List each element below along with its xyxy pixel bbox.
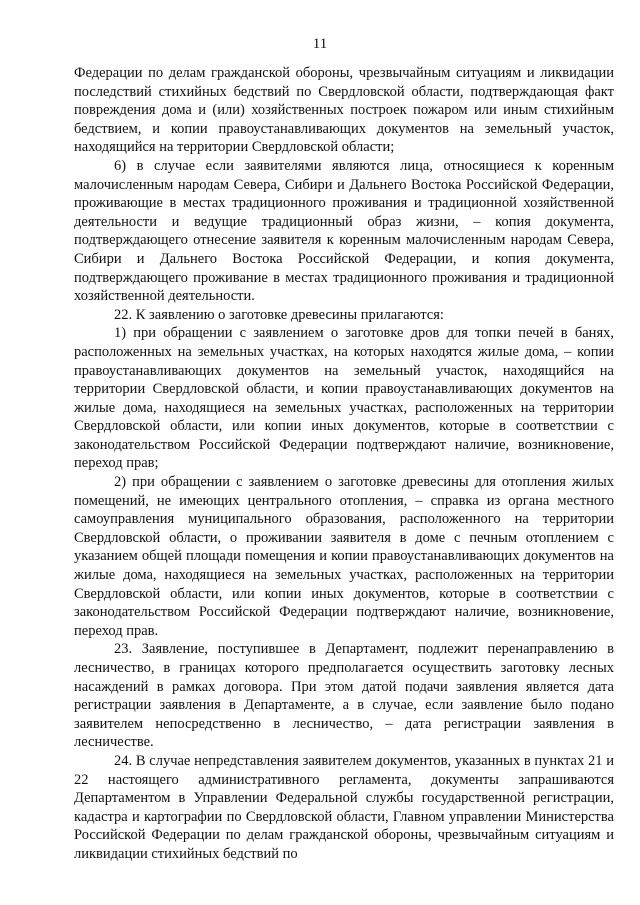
paragraph-section-22: 22. К заявлению о заготовке древесины прилагаются: — [114, 306, 444, 323]
paragraph-section-22-item-1: 1) при обращении с заявлением о заготовке дров для топки печей в банях, расположенных на земельных участках, на которых находятся жилые дома, – копии правоустанавливающих документов на земельный участок, находящийся на территории Свердловской области, и копии правоустанавливающих документов на жилые дома, находящиеся на земельных участках, расположенных на территории Свердловской области, или копии иных документов, которые в соответствии с законодательством Российской Федерации подтверждают наличие, возникновение, переход прав; — [74, 325, 614, 472]
paragraph-item-6: 6) в случае если заявителями являются лица, относящиеся к коренным малочисленным народам Севера, Сибири и Дальнего Востока Российской Федерации, проживающие в местах традиционного проживания и традиционной хозяйственной деятельности и ведущие традиционный образ жизни, – копия документа, подтверждающего отнесение заявителя к коренным малочисленным народам Севера, Сибири и Дальнего Востока Российской Федерации, и копия документа, подтверждающего проживание в местах традиционного проживания и традиционной хозяйственной деятельности. — [74, 157, 614, 305]
paragraph-section-22-item-2: 2) при обращении с заявлением о заготовке древесины для отопления жилых помещений, не имеющих центрального отопления, – справка из органа местного самоуправления муниципального образования, расположенного на территории Свердловской области, о проживании заявителя в доме с печным отоплением с указанием общей площади помещения и копии правоустанавливающих документов на жилые дома, находящиеся на земельных участках, расположенных на территории Свердловской области, или копии иных документов, которые в соответствии с законодательством Российской Федерации подтверждают наличие, возникновение, переход прав. — [74, 474, 614, 639]
document-body — [74, 64, 614, 864]
page-number: 11 — [312, 36, 328, 52]
paragraph-continuation: Федерации по делам гражданской обороны, чрезвычайным ситуациям и ликвидации последствий стихийных бедствий по Свердловской области, подтверждающая факт повреждения дома и (или) хозяйственных построек пожаром или иным стихийным бедствием, и копии правоустанавливающих документов на земельный участок, находящийся на территории Свердловской области; — [74, 65, 614, 156]
paragraph-section-23: 23. Заявление, поступившее в Департамент, подлежит перенаправлению в лесничество, в границах которого предполагается осуществить заготовку лесных насаждений в рамках договора. При этом датой подачи заявления является дата регистрации заявления в Департаменте, а в случае, если заявление было подано заявителем непосредственно в лесничество, – дата регистрации заявления в лесничестве. — [74, 641, 614, 751]
paragraph-section-24: 24. В случае непредставления заявителем документов, указанных в пунктах 21 и 22 настоящего административного регламента, документы запрашиваются Департаментом в Управлении Федеральной службы государственной регистрации, кадастра и картографии по Свердловской области, Главном управлении Министерства Российской Федерации по делам гражданской обороны, чрезвычайным ситуациям и ликвидации стихийных бедствий по — [74, 752, 614, 862]
